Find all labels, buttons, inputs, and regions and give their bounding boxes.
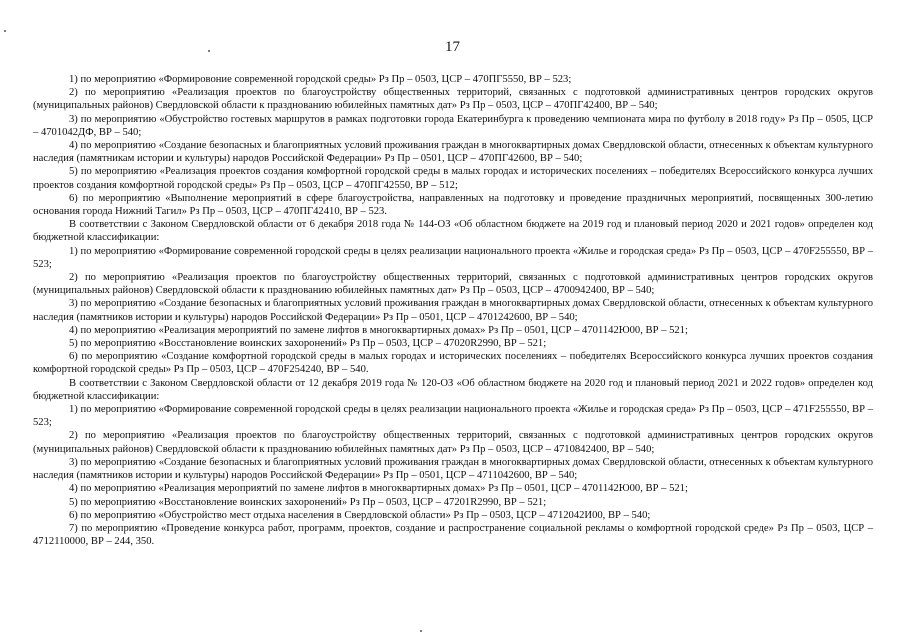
paragraph: 4) по мероприятию «Реализация мероприятий по замене лифтов в многоквартирных домах» Рз Пр – 0501, ЦСР – 4701142Ю00, ВР – 521; (69, 483, 688, 495)
paragraph: 5) по мероприятию «Реализация проектов создания комфортной городской среды в малых городах и исторических поселениях – победителях Всероссийского конкурса лучших проектов создания комфортной городской среды» Рз Пр – 0503, ЦСР – 470ПГ42550, ВР – 512; (33, 166, 873, 191)
paragraph: В соответствии с Законом Свердловской области от 12 декабря 2019 года № 120-ОЗ «Об областном бюджете на 2020 год и плановый период 2021 и 2022 годов» определен код бюджетной классификации: (33, 377, 873, 402)
paragraph: В соответствии с Законом Свердловской области от 6 декабря 2018 года № 144-ОЗ «Об областном бюджете на 2019 год и плановый период 2020 и 2021 годов» определен код бюджетной классификации: (33, 219, 873, 244)
paragraph: 5) по мероприятию «Восстановление воинских захоронений» Рз Пр – 0503, ЦСР – 47201R2990, ВР – 521; (69, 496, 547, 508)
scan-speck (420, 630, 422, 632)
paragraph: 6) по мероприятию «Обустройство мест отдыха населения в Свердловской области» Рз Пр – 0503, ЦСР – 4712042И00, ВР – 540; (69, 509, 651, 521)
paragraph: 3) по мероприятию «Создание безопасных и благоприятных условий проживания граждан в многоквартирных домах Свердловской области, отнесенных к объектам культурного наследия (памятников истории и культуры) народов Российской Федерации» Рз Пр – 0501, ЦСР – 4701242600, ВР – 540; (33, 298, 873, 323)
paragraph: 1) по мероприятию «Формирование современной городской среды в целях реализации национального проекта «Жилье и городская среда» Рз Пр – 0503, ЦСР – 471F255550, ВР – 523; (33, 404, 873, 429)
paragraph: 4) по мероприятию «Создание безопасных и благоприятных условий проживания граждан в многоквартирных домах Свердловской области, отнесенных к объектам культурного наследия (памятникам истории и культуры) народов Российской Федерации» Рз Пр – 0501, ЦСР – 470ПГ42600, ВР – 540; (33, 140, 873, 165)
paragraph: 2) по мероприятию «Реализация проектов по благоустройству общественных территорий, связанных с подготовкой административных центров городских округов (муниципальных районов) Свердловской области к празднованию юбилейных памятных дат» Рз Пр – 0503, ЦСР – 4710842400, ВР – 540; (33, 430, 873, 455)
paragraph: 1) по мероприятию «Формировоние современной городской среды» Рз Пр – 0503, ЦСР – 470ПГ5550, ВР – 523; (69, 74, 572, 85)
paragraph: 3) по мероприятию «Создание безопасных и благоприятных условий проживания граждан в многоквартирных домах Свердловской области, отнесенных к объектам культурного наследия (памятников истории и культуры) народов Российской Федерации» Рз Пр – 0501, ЦСР – 4711042600, ВР – 540; (33, 456, 873, 482)
paragraph: 7) по мероприятию «Проведение конкурса работ, программ, проектов, создание и распространение социальной рекламы о комфортной городской среде» Рз Пр – 0503, ЦСР – 4712110000, ВР – 244, 350. (33, 522, 873, 548)
paragraph: 4) по мероприятию «Реализация мероприятий по замене лифтов в многоквартирных домах» Рз Пр – 0501, ЦСР – 4701142Ю00, ВР – 521; (69, 324, 688, 336)
page-number: 17 (445, 39, 460, 55)
paragraph: 5) по мероприятию «Восстановление воинских захоронений» Рз Пр – 0503, ЦСР – 47020R2990, ВР – 521; (69, 338, 547, 350)
paragraph: 1) по мероприятию «Формирование современной городской среды в целях реализации национального проекта «Жилье и городская среда» Рз Пр – 0503, ЦСР – 470F255550, ВР – 523; (33, 245, 873, 270)
paragraph: 2) по мероприятию «Реализация проектов по благоустройству общественных территорий, связанных с подготовкой административных центров городских округов (муниципальных районов) Свердловской области к празднованию юбилейных памятных дат» Рз Пр – 0503, ЦСР – 4700942400, ВР – 540; (33, 272, 873, 297)
document-body (33, 73, 873, 548)
paragraph: 6) по мероприятию «Выполнение мероприятий в сфере благоустройства, направленных на подготовку и проведение праздничных мероприятий, посвященных 300-летию основания города Нижний Тагил» Рз Пр – 0503, ЦСР – 470ПГ42410, ВР – 523. (33, 192, 873, 218)
scan-speck (4, 30, 6, 32)
paragraph: 3) по мероприятию «Обустройство гостевых маршрутов в рамках подготовки города Екатеринбурга к проведению чемпионата мира по футболу в 2018 году» Рз Пр – 0505, ЦСР – 4701042ДФ, ВР – 540; (33, 113, 873, 138)
scan-speck (208, 50, 210, 52)
paragraph: 6) по мероприятию «Создание комфортной городской среды в малых городах и исторических поселениях – победителях Всероссийского конкурса лучших проектов создания комфортной городской среды» Рз Пр – 0503, ЦСР – 470F254240, ВР – 540. (33, 351, 873, 376)
paragraph: 2) по мероприятию «Реализация проектов по благоустройству общественных территорий, связанных с подготовкой административных центров городских округов (муниципальных районов) Свердловской области к празднованию юбилейных памятных дат» Рз Пр – 0503, ЦСР – 470ПГ42400, ВР – 540; (33, 87, 873, 112)
